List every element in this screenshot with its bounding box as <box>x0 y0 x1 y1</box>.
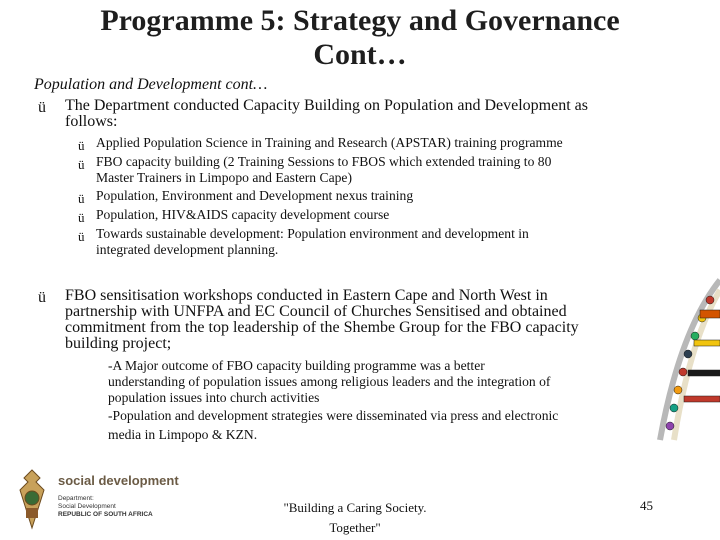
checkmark-icon: ü <box>78 138 85 153</box>
coat-of-arms-icon <box>10 468 54 530</box>
slogan-line-1: "Building a Caring Society. <box>283 500 427 515</box>
note-line-5: media in Limpopo & KZN. <box>108 427 258 442</box>
checkmark-icon: ü <box>38 289 46 306</box>
sub-bullet-2-line-2: Master Trainers in Limpopo and Eastern Cape) <box>96 170 352 185</box>
checkmark-icon: ü <box>78 229 85 244</box>
bullet2-line-4: building project; <box>65 335 172 352</box>
checkmark-icon: ü <box>78 191 85 206</box>
note-line-2: understanding of population issues among religious leaders and the integration of <box>108 374 551 389</box>
sub-bullet-4-line-1: Population, HIV&AIDS capacity development course <box>96 207 390 222</box>
department-label-line-2: Social Development <box>58 503 116 510</box>
department-label <box>58 495 153 519</box>
note-line-1: -A Major outcome of FBO capacity building programme was a better <box>108 358 485 373</box>
note-line-4: -Population and development strategies were disseminated via press and electronic <box>108 408 559 423</box>
department-label-line-1: Department: <box>58 495 94 502</box>
checkmark-icon: ü <box>78 157 85 172</box>
bullet2-line-3: commitment from the top leadership of the Shembe Group for the FBO capacity <box>65 319 579 336</box>
slide-title <box>40 4 680 72</box>
sub-bullet-2-line-1: FBO capacity building (2 Training Sessions to FBOS which extended training to 80 <box>96 154 552 169</box>
bullet1-line-1: The Department conducted Capacity Building on Population and Development as <box>65 97 588 114</box>
department-name: social development <box>58 473 179 488</box>
bullet1-line-2: follows: <box>65 113 118 130</box>
footer-slogan <box>270 498 440 538</box>
slogan-line-2: Together" <box>329 520 381 535</box>
page-number: 45 <box>640 498 653 513</box>
note-line-3: population issues into church activities <box>108 390 320 405</box>
bullet2-line-2: partnership with UNFPA and EC Council of Churches Sensitised and obtained <box>65 303 567 320</box>
sub-bullet-1-line-1: Applied Population Science in Training and Research (APSTAR) training programme <box>96 135 563 150</box>
department-label-line-3: REPUBLIC OF SOUTH AFRICA <box>58 511 153 518</box>
sub-bullet-5-line-1: Towards sustainable development: Population environment and development in <box>96 226 529 241</box>
sub-bullet-5-line-2: integrated development planning. <box>96 242 279 257</box>
section-subtitle: Population and Development cont… <box>34 76 268 93</box>
checkmark-icon: ü <box>78 210 85 225</box>
checkmark-icon: ü <box>38 99 46 116</box>
title-line-2: Cont… <box>313 38 407 71</box>
beadwork-decoration <box>640 270 720 450</box>
title-line-1: Programme 5: Strategy and Governance <box>100 4 620 37</box>
bullet2-line-1: FBO sensitisation workshops conducted in Eastern Cape and North West in <box>65 287 548 304</box>
sub-bullet-3-line-1: Population, Environment and Development nexus training <box>96 188 414 203</box>
